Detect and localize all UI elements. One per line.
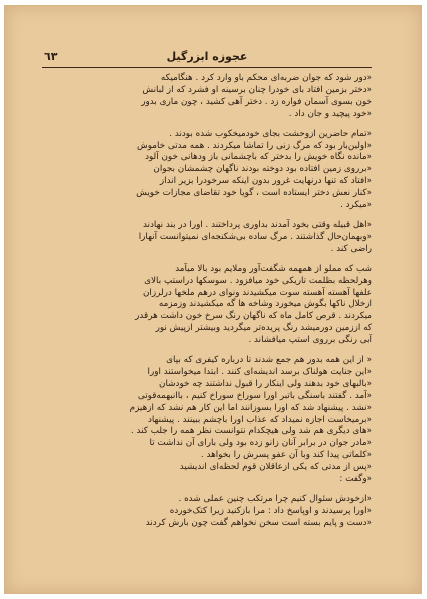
running-header <box>42 49 372 67</box>
scanned-book-page <box>4 5 422 594</box>
paragraph: شب که مملو از همهمه شگفت‌آور وملایم بود بالا میآمد وهرلحظه بظلمت تاریکی خود میافزود . سوسکها دراستپ بالای علفها آهسته آهسته سوت میکشیدند ونوای درهم ملخها درلرزان ازخلال ناکها بگوش میخورد وشاخه ها گه میکشیدند وزمزمه میکردند . قرص کامل ماه که ناگهان رنگ سرخ خون داشت هرقدر که اززمین دورمیشد رنگ پریده‌تر میگردید وبیشتر ازپیش نور آبی رنگی برروی استپ میافشاند . <box>135 263 372 346</box>
paragraph: «دور شود که جوان ضربه‌ای محکم باو وارد کرد . هنگامیکه «دختر بزمین افتاد بای خودرا چنان برسینه او فشرد که از لبانش خون بسوی آسمان فواره زد . دختر آهی کشید ، چون ماری بدور «خود پیچید و جان داد . <box>141 73 372 119</box>
page-number: ٦٣ <box>44 50 58 63</box>
paragraph: «ازخودش سئوال کنیم چرا مرتکب چنین عملی شده . «اورا پرسیدند و اوپاسخ داد : مرا بازکنید زیرا کتک‌خورده «دست و پایم بسته است سخن نخواهم گفت چون بارش کردند <box>145 494 372 528</box>
body-text <box>44 73 372 554</box>
header-divider <box>42 67 372 68</box>
paragraph: «تمام حاضرین ازوحشت بجای خودمیخکوب شده بودند . «اولین‌بار بود که مرگ زنی را تماشا میکردند . همه مدتی خاموش «مانده نگاه خویش را بدختر که باچشمانی باز ودهانی خون آلود «برروی زمین افتاده بود دوخته بودند ناگهان چشمشان بجوان «افتاد که تنها درنهایت غرور بدون اینکه سرخودرا بزیر انداز «کنار نعش دختر ایستاده است ، گویا خود تقاضای مجازات خویش «میکرد . <box>136 128 372 211</box>
paragraph: « از این همه بدور هم جمع شدند تا درباره کیفری که بپای «این جنایت هولناک برسد اندیشه‌ای کنند . ابتدا میخواستند اورا «بالبهای خود بدهند ولی اینکار را قبول نداشتند چه خودشان «آمد . گفتند باسنگی باتبر اورا سوراخ سوراخ کنیم ، باانبهمه‌قوتی «نشد . پیشنهاد شد که اورا بسوزانند اما این کار هم نشد که ازهیزم «برمیخاست اجازه نمیداد که عذاب اورا باچشم ببینند . پیشنهاد «های دیگری هم شد ولی هیچکدام نتوانست نظر همه را جلب کند . «مادر جوان در برابر آنان زانو زده بود ولی بارای آن نداشت تا «کلماتی پیدا کند وبا آن عفو پسرش را بخواهد . «پس از مدتی که یکی ازعاقلان قوم لحظه‌ای اندیشید «وگفت : <box>129 355 372 485</box>
paragraph: «اهل قبیله وقتی بخود آمدند بداوری پرداختند . اورا در بند نهادند «وبهمان‌حال گذاشتند . مرگ ساده بی‌شکنجه‌ای نمیتوانست آنهارا راضی کند . <box>138 219 372 254</box>
book-title: عجوزه ابزرگیل <box>166 50 248 63</box>
